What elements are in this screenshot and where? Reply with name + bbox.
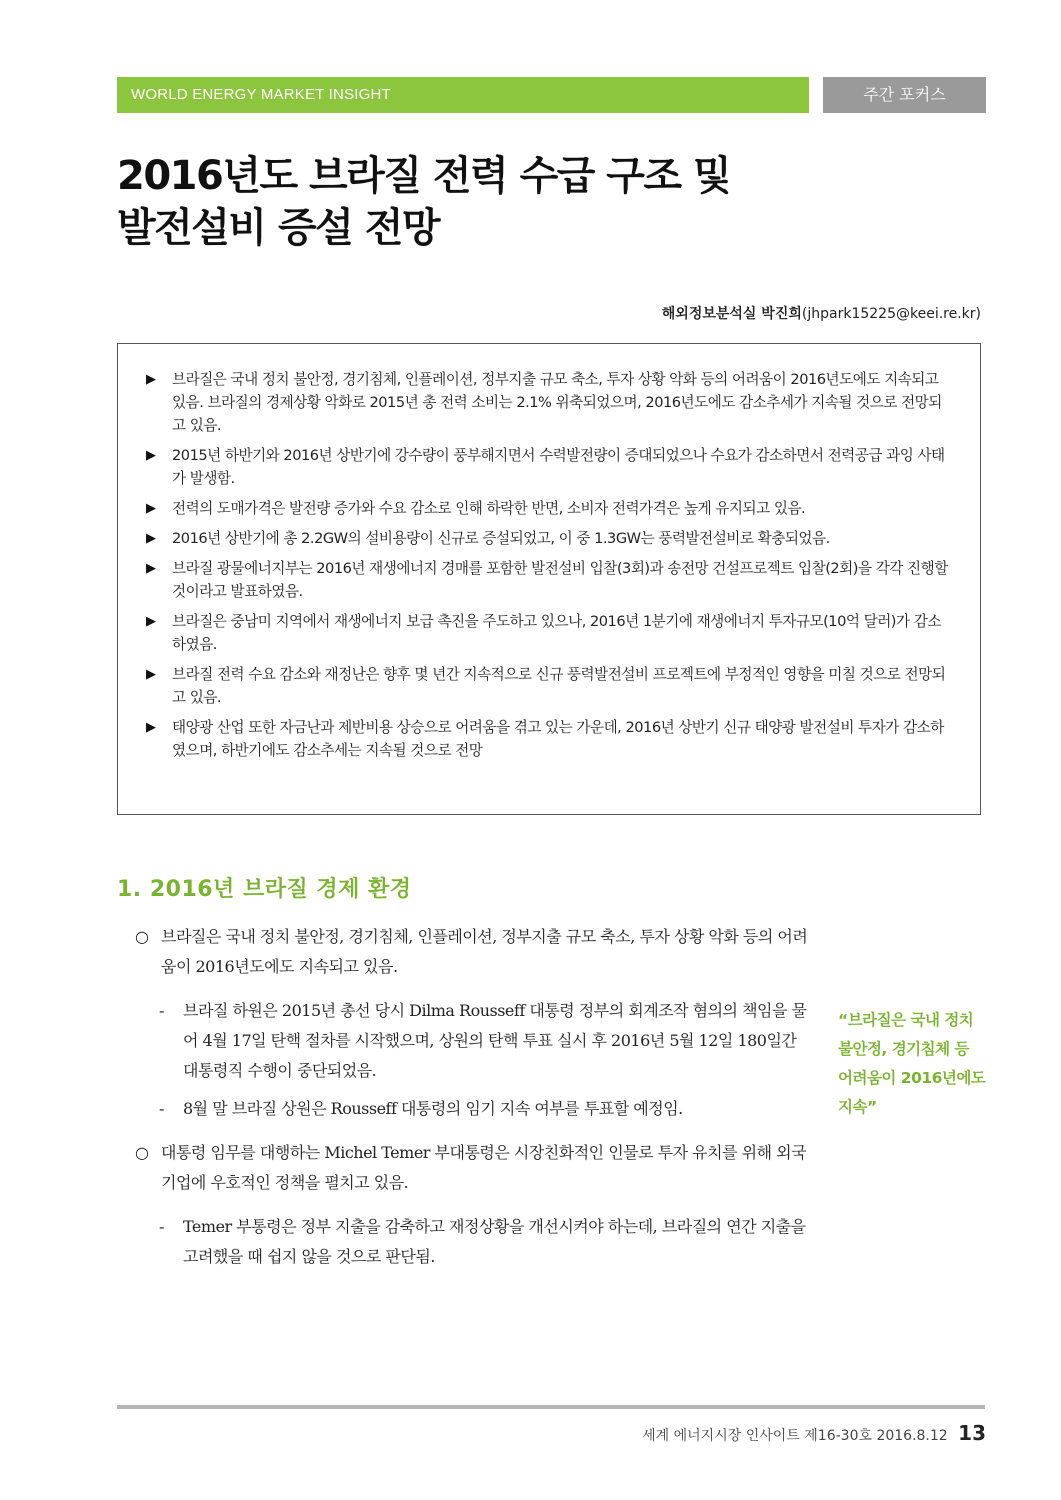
sub-paragraph: - 브라질 하원은 2015년 총선 당시 Dilma Rousseff 대통령 정부의 회계조작 혐의의 책임을 물어 4월 17일 탄핵 절차를 시작했으며, 상원의 탄핵 투표 실시 후 2016년 5월 12일 180일간 대통령직 수행이 중단되었음. <box>135 996 809 1086</box>
footer-issue: 제16-30호 2016.8.12 <box>804 1428 948 1444</box>
page-title <box>117 150 877 254</box>
summary-item: ▶ 전력의 도매가격은 발전량 증가와 수요 감소로 인해 하락한 반면, 소비자 전력가격은 높게 유지되고 있음. <box>146 497 954 520</box>
footer-divider <box>117 1405 985 1409</box>
section-body <box>135 922 809 1280</box>
page-footer <box>642 1421 986 1445</box>
paragraph: ○ 대통령 임무를 대행하는 Michel Temer 부대통령은 시장친화적인 인물로 투자 유치를 위해 외국기업에 우호적인 정책을 펼치고 있음. <box>135 1138 809 1198</box>
paragraph: ○ 브라질은 국내 정치 불안정, 경기침체, 인플레이션, 정부지출 규모 축소, 투자 상황 악화 등의 어려움이 2016년도에도 지속되고 있음. <box>135 922 809 982</box>
series-banner: WORLD ENERGY MARKET INSIGHT <box>117 77 809 113</box>
summary-item: ▶ 2016년 상반기에 총 2.2GW의 설비용량이 신규로 증설되었고, 이 중 1.3GW는 풍력발전설비로 확충되었음. <box>146 527 954 550</box>
footer-publication: 세계 에너지시장 인사이트 <box>642 1428 800 1444</box>
circle-bullet-icon: ○ <box>135 1143 149 1162</box>
summary-item: ▶ 브라질 광물에너지부는 2016년 재생에너지 경매를 포함한 발전설비 입찰(3회)과 송전망 건설프로젝트 입찰(2회)을 각각 진행할 것이라고 발표하였음. <box>146 557 954 603</box>
sub-paragraph: - Temer 부통령은 정부 지출을 감축하고 재정상황을 개선시켜야 하는데, 브라질의 연간 지출을 고려했을 때 쉽지 않을 것으로 판단됨. <box>135 1212 809 1272</box>
circle-bullet-icon: ○ <box>135 927 149 946</box>
triangle-bullet-icon: ▶ <box>146 614 156 629</box>
triangle-bullet-icon: ▶ <box>146 667 156 682</box>
pull-quote: “브라질은 국내 정치 불안정, 경기침체 등 어려움이 2016년에도 지속” <box>838 1011 986 1116</box>
title-line-1: 2016년도 브라질 전력 수급 구조 및 <box>117 153 731 199</box>
author-line <box>662 303 981 323</box>
author-email[interactable]: (jhpark15225@keei.re.kr) <box>801 306 981 322</box>
sub-paragraph: - 8월 말 브라질 상원은 Rousseff 대통령의 임기 지속 여부를 투표할 예정임. <box>135 1094 809 1124</box>
summary-item: ▶ 브라질은 국내 정치 불안정, 경기침체, 인플레이션, 정부지출 규모 축소, 투자 상황 악화 등의 어려움이 2016년도에도 지속되고 있음. 브라질의 경제상황 악화로 2015년 총 전력 소비는 2.1% 위축되었으며, 2016년도에도 감소추세가 지속될 것으로 전망되고 있음. <box>146 368 954 437</box>
triangle-bullet-icon: ▶ <box>146 448 156 463</box>
dash-bullet-icon: - <box>159 1001 164 1020</box>
section-heading: 1. 2016년 브라질 경제 환경 <box>117 877 412 902</box>
summary-item: ▶ 브라질은 중남미 지역에서 재생에너지 보급 촉진을 주도하고 있으나, 2016년 1분기에 재생에너지 투자규모(10억 달러)가 감소하였음. <box>146 610 954 656</box>
dash-bullet-icon: - <box>159 1217 164 1236</box>
title-line-2: 발전설비 증설 전망 <box>117 205 439 251</box>
triangle-bullet-icon: ▶ <box>146 531 156 546</box>
triangle-bullet-icon: ▶ <box>146 501 156 516</box>
triangle-bullet-icon: ▶ <box>146 561 156 576</box>
summary-item: ▶ 2015년 하반기와 2016년 상반기에 강수량이 풍부해지면서 수력발전량이 증대되었으나 수요가 감소하면서 전력공급 과잉 사태가 발생함. <box>146 444 954 490</box>
section-tab: 주간 포커스 <box>823 77 986 113</box>
author-name: 해외정보분석실 박진희 <box>661 306 802 322</box>
summary-item: ▶ 브라질 전력 수요 감소와 재정난은 향후 몇 년간 지속적으로 신규 풍력발전설비 프로젝트에 부정적인 영향을 미칠 것으로 전망되고 있음. <box>146 663 954 709</box>
summary-box <box>117 343 981 815</box>
dash-bullet-icon: - <box>159 1099 164 1118</box>
summary-item: ▶ 태양광 산업 또한 자금난과 제반비용 상승으로 어려움을 겪고 있는 가운데, 2016년 상반기 신규 태양광 발전설비 투자가 감소하였으며, 하반기에도 감소추세는 지속될 것으로 전망 <box>146 716 954 762</box>
triangle-bullet-icon: ▶ <box>146 720 156 735</box>
page-number: 13 <box>958 1421 986 1445</box>
triangle-bullet-icon: ▶ <box>146 372 156 387</box>
